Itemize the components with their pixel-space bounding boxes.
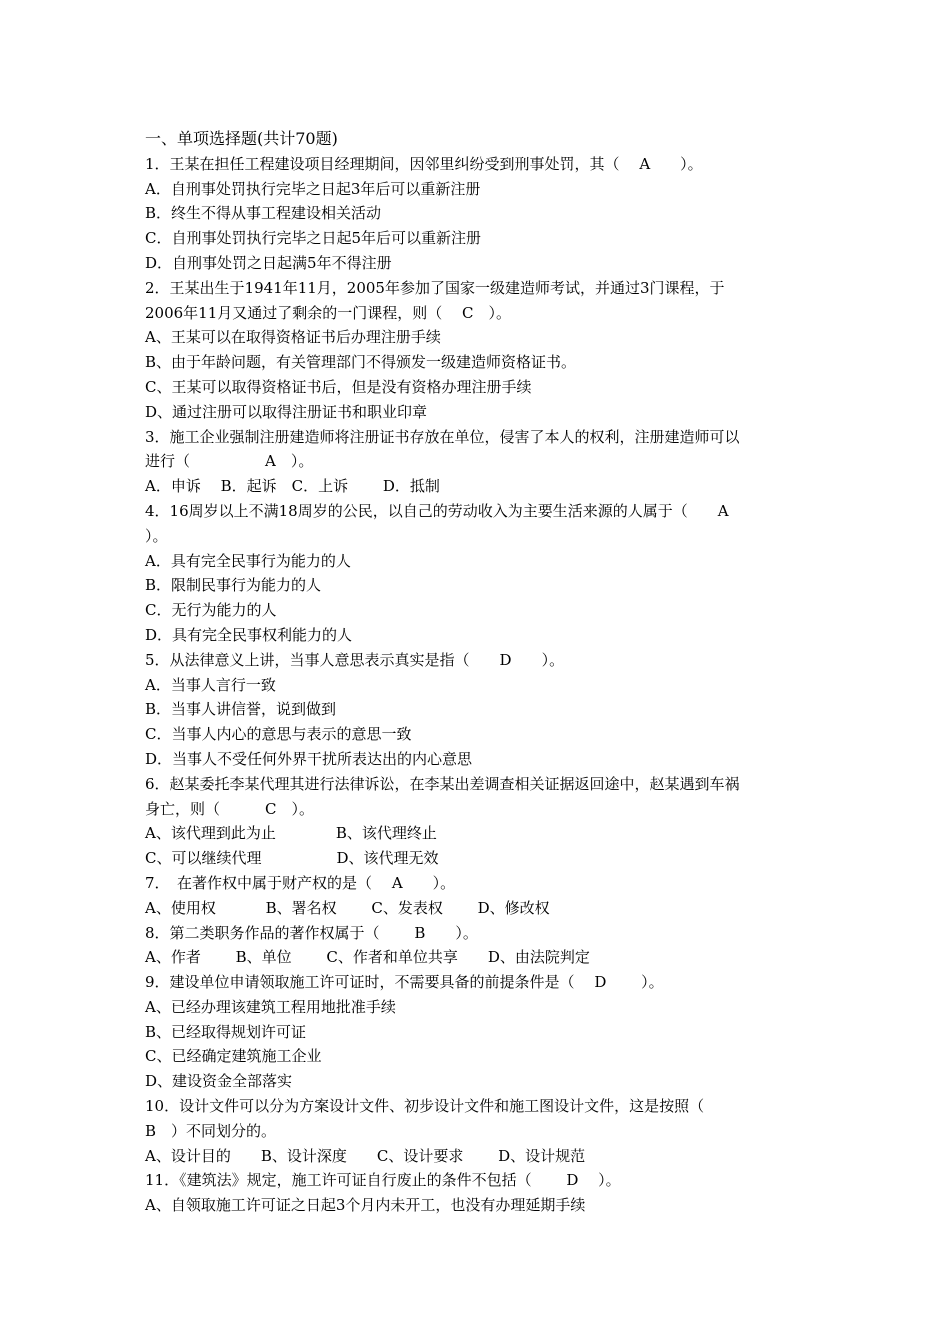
text-line: C．自刑事处罚执行完毕之日起5年后可以重新注册 (145, 229, 482, 248)
text-line: D．具有完全民事权利能力的人 (145, 625, 353, 644)
text-line: A、设计目的 B、设计深度 C、设计要求 D、设计规范 (145, 1146, 586, 1165)
text-line: 身亡，则（ C ）。 (145, 799, 314, 818)
text-line: B．限制民事行为能力的人 (145, 576, 322, 595)
document-page (145, 127, 810, 1218)
text-line: C．当事人内心的意思与表示的意思一致 (145, 725, 412, 744)
text-line: ）。 (145, 526, 168, 545)
text-line: 1．王某在担任工程建设项目经理期间，因邻里纠纷受到刑事处罚，其（ A ）。 (145, 154, 703, 173)
text-line: C、可以继续代理 D、该代理无效 (145, 849, 439, 868)
text-line: 9．建设单位申请领取施工许可证时，不需要具备的前提条件是（ D ）。 (145, 973, 664, 992)
text-line: 5．从法律意义上讲，当事人意思表示真实是指（ D ）。 (145, 650, 565, 669)
text-line: 10．设计文件可以分为方案设计文件、初步设计文件和施工图设计文件，这是按照（ (145, 1097, 705, 1116)
section-heading: 一、单项选择题(共计70题) (145, 129, 338, 148)
text-line: C、已经确定建筑施工企业 (145, 1047, 322, 1066)
text-line: 8．第二类职务作品的著作权属于（ B ）。 (145, 923, 478, 942)
text-line: C．无行为能力的人 (145, 601, 277, 620)
text-line: B、由于年龄问题，有关管理部门不得颁发一级建造师资格证书。 (145, 353, 577, 372)
text-line: D、建设资金全部落实 (145, 1072, 293, 1091)
text-line: A、王某可以在取得资格证书后办理注册手续 (145, 328, 441, 347)
text-line: D、通过注册可以取得注册证书和职业印章 (145, 402, 428, 421)
text-line: 2006年11月又通过了剩余的一门课程，则（ C ）。 (145, 303, 512, 322)
text-line: 6．赵某委托李某代理其进行法律诉讼，在李某出差调查相关证据返回途中，赵某遇到车祸 (145, 774, 740, 793)
text-line: 4．16周岁以上不满18周岁的公民，以自己的劳动收入为主要生活来源的人属于（ A (145, 501, 729, 520)
text-line: A．具有完全民事行为能力的人 (145, 551, 351, 570)
text-line: A、该代理到此为止 B、该代理终止 (145, 824, 437, 843)
text-line: 7． 在著作权中属于财产权的是（ A ）。 (145, 873, 456, 892)
text-line: B ）不同划分的。 (145, 1121, 277, 1140)
text-line: 进行（ A ）。 (145, 452, 314, 471)
text-line: A、使用权 B、署名权 C、发表权 D、修改权 (145, 898, 550, 917)
text-line: 11．《建筑法》规定，施工许可证自行废止的条件不包括（ D ）。 (145, 1171, 621, 1190)
text-line: 2．王某出生于1941年11月，2005年参加了国家一级建造师考试，并通过3门课程，于 (145, 278, 725, 297)
text-line: A．申诉 B．起诉 C．上诉 D．抵制 (145, 477, 440, 496)
text-line: 3．施工企业强制注册建造师将注册证书存放在单位，侵害了本人的权利，注册建造师可以 (145, 427, 740, 446)
text-line: B、已经取得规划许可证 (145, 1022, 307, 1041)
text-line: A、作者 B、单位 C、作者和单位共享 D、由法院判定 (145, 948, 590, 967)
text-line: B．终生不得从事工程建设相关活动 (145, 204, 382, 223)
text-line: C、王某可以取得资格证书后，但是没有资格办理注册手续 (145, 377, 532, 396)
text-line: A．当事人言行一致 (145, 675, 276, 694)
text-line: B．当事人讲信誉，说到做到 (145, 700, 337, 719)
text-line: A、自领取施工许可证之日起3个月内未开工，也没有办理延期手续 (145, 1196, 586, 1215)
text-line: A．自刑事处罚执行完毕之日起3年后可以重新注册 (145, 179, 481, 198)
text-line: A、已经办理该建筑工程用地批准手续 (145, 997, 396, 1016)
text-line: D．自刑事处罚之日起满5年不得注册 (145, 253, 392, 272)
text-line: D．当事人不受任何外界干扰所表达出的内心意思 (145, 749, 473, 768)
